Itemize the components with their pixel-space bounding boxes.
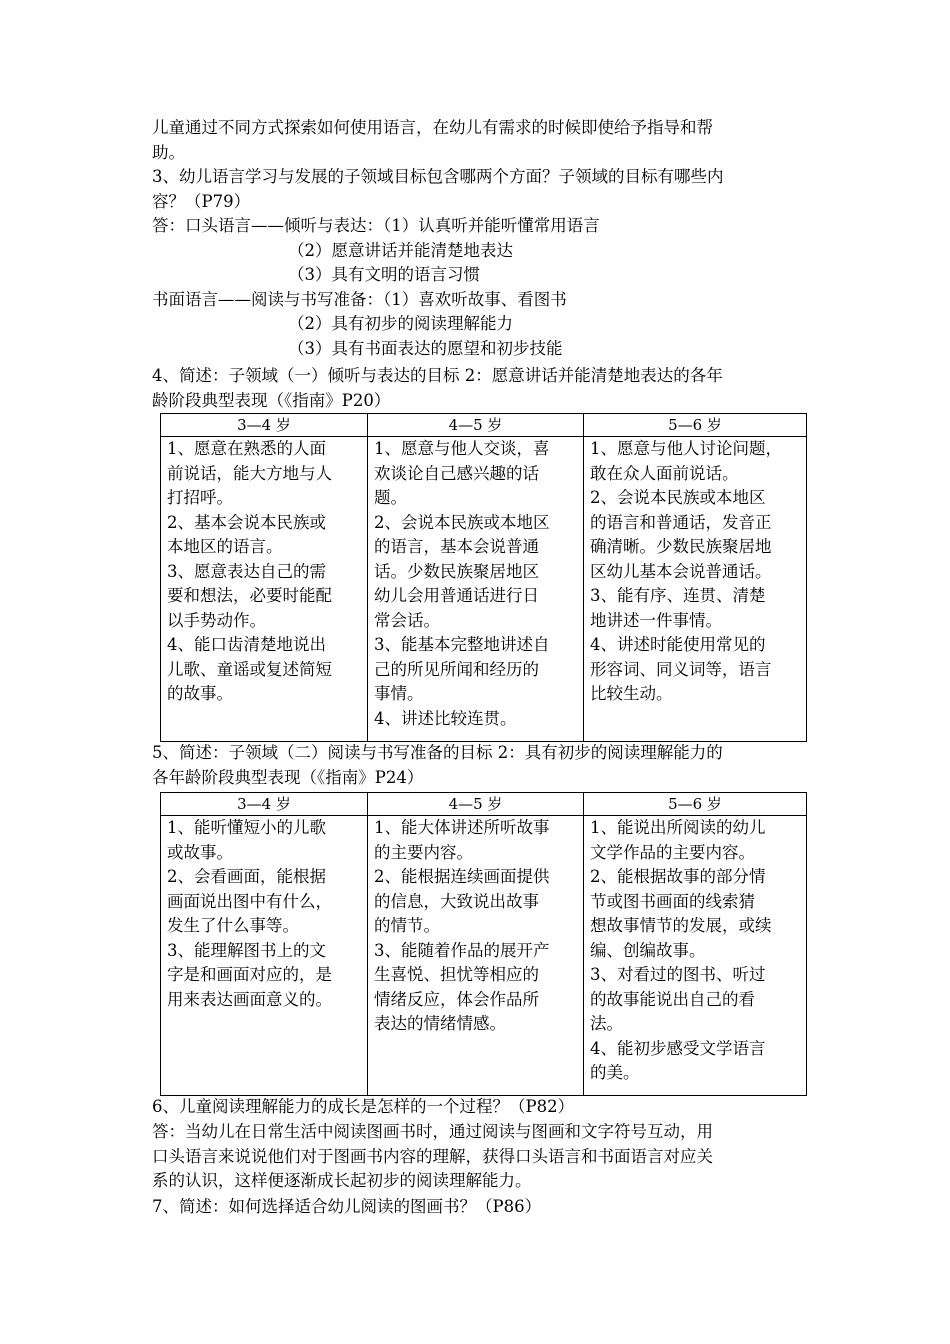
cell-line: 文学作品的主要内容。 [590,842,755,862]
cell-line: 2、基本会说本民族或 [167,512,326,532]
cell-line: 欢谈论自己感兴趣的话 [374,463,539,483]
cell-line: 打招呼。 [167,488,233,507]
cell-line: 本地区的语言。 [167,537,283,556]
cell-line: 要和想法，必要时能配 [167,586,332,605]
cell-line: 情绪反应，体会作品所 [374,989,539,1009]
cell-line: 1、愿意与他人交谈，喜 [374,439,550,458]
text-line: 6、儿童阅读理解能力的成长是怎样的一个过程？（P82） [152,1097,575,1116]
cell-line: 3、能随着作品的展开产 [374,940,550,960]
text-line: 口头语言来说说他们对于图画书内容的理解，获得口头语言和书面语言对应关 [152,1146,713,1166]
cell-line: 编、创编故事。 [590,940,706,960]
cell-line: 题。 [374,488,407,507]
cell-line: 幼儿会用普通话进行日 [374,586,539,605]
text-line: 4、简述：子领域（一）倾听与表达的目标 2：愿意讲话并能清楚地表达的各年 [152,366,723,385]
table-cell-age-3-4 [161,437,368,742]
cell-line: 前说话，能大方地与人 [167,463,332,483]
cell-line: 2、会说本民族或本地区 [590,488,766,507]
cell-line: 话。少数民族聚居地区 [374,561,539,581]
cell-line: 4、能口齿清楚地说出 [167,635,326,654]
cell-line: 2、会看画面，能根据 [167,867,326,886]
cell-line: 1、愿意与他人讨论问题， [590,439,782,458]
table-cell-age-4-5 [368,437,584,742]
cell-line: 生喜悦、担忧等相应的 [374,965,539,984]
cell-line: 常会话。 [374,610,440,630]
cell-line: 1、能说出所阅读的幼儿 [590,818,766,837]
cell-line: 1、愿意在熟悉的人面 [167,439,326,458]
cell-line: 2、能根据连续画面提供 [374,867,550,886]
table-header-cell: 5—6 岁 [584,793,807,816]
table-header-row [161,414,807,437]
text-line: 龄阶段典型表现（《指南》P20） [152,390,391,410]
cell-line: 的主要内容。 [374,842,473,862]
cell-line: 2、会说本民族或本地区 [374,512,550,532]
table-header-cell: 5—6 岁 [584,414,807,437]
cell-line: 区幼儿基本会说普通话。 [590,561,772,581]
question-4 [152,364,812,413]
text-line: 儿童通过不同方式探索如何使用语言，在幼儿有需求的时候即使给予指导和帮 [152,118,713,137]
cell-line: 地讲述一件事情。 [590,610,722,630]
answer-6 [152,1120,812,1194]
cell-line: 以手势动作。 [167,610,266,630]
cell-line: 的美。 [590,1063,640,1082]
cell-line: 4、能初步感受文学语言 [590,1038,766,1058]
cell-line: 的语言和普通话，发音正 [590,512,772,532]
text-line: （3）具有书面表达的愿望和初步技能 [288,338,563,358]
cell-line: 2、能根据故事的部分情 [590,867,766,886]
table-reading-comprehension [160,792,807,1096]
question-6 [152,1095,812,1120]
text-line: （2）愿意讲话并能清楚地表达 [288,240,513,260]
table-header-cell: 3—4 岁 [161,414,368,437]
table-row [161,816,807,1096]
answer-3 [152,214,812,361]
text-line: 容？（P79） [152,191,251,211]
text-line: 系的认识，这样便逐渐成长起初步的阅读理解能力。 [152,1171,532,1190]
cell-line: 的故事。 [167,684,233,703]
text-line: 答：口头语言——倾听与表达：（1）认真听并能听懂常用语言 [152,216,600,235]
table-cell-age-4-5 [368,816,584,1096]
cell-line: 4、讲述时能使用常见的 [590,635,766,654]
cell-line: 3、能有序、连贯、清楚 [590,586,766,605]
table-header-cell: 4—5 岁 [368,793,584,816]
table-header-row [161,793,807,816]
cell-line: 4、讲述比较连贯。 [374,708,517,728]
table-cell-age-3-4 [161,816,368,1096]
table-header-cell: 4—5 岁 [368,414,584,437]
cell-line: 确清晰。少数民族聚居地 [590,537,772,556]
cell-line: 或故事。 [167,842,233,862]
cell-line: 3、能理解图书上的文 [167,940,326,960]
cell-line: 法。 [590,1014,623,1033]
text-line: 答：当幼儿在日常生活中阅读图画书时，通过阅读与图画和文字符号互动，用 [152,1122,713,1141]
table-row [161,437,807,742]
cell-line: 3、能基本完整地讲述自 [374,635,550,654]
cell-line: 的语言，基本会说普通 [374,537,539,556]
cell-line: 比较生动。 [590,684,673,703]
cell-line: 的信息，大致说出故事 [374,891,539,911]
question-5 [152,741,812,790]
table-cell-age-5-6 [584,437,807,742]
question-3 [152,165,812,214]
cell-line: 用来表达画面意义的。 [167,989,332,1009]
text-line: 助。 [152,142,185,162]
text-line: 3、幼儿语言学习与发展的子领域目标包含哪两个方面？子领域的目标有哪些内 [152,167,724,186]
cell-line: 敢在众人面前说话。 [590,463,739,483]
cell-line: 字是和画面对应的，是 [167,965,332,984]
table-cell-age-5-6 [584,816,807,1096]
question-7 [152,1195,812,1220]
cell-line: 节或图书画面的线索猜 [590,891,755,911]
text-line: 各年龄阶段典型表现（《指南》P24） [152,767,424,787]
paragraph-intro [152,116,812,165]
cell-line: 表达的情绪情感。 [374,1014,506,1033]
text-line: （3）具有文明的语言习惯 [288,265,480,284]
cell-line: 事情。 [374,684,424,703]
text-line: 7、简述：如何选择适合幼儿阅读的图画书？（P86） [152,1197,542,1216]
text-line: 5、简述：子领域（二）阅读与书写准备的目标 2：具有初步的阅读理解能力的 [152,743,723,762]
cell-line: 的故事能说出自己的看 [590,989,755,1009]
table-speaking-expression [160,413,807,742]
cell-line: 3、愿意表达自己的需 [167,561,326,581]
cell-line: 1、能听懂短小的儿歌 [167,818,326,837]
cell-line: 1、能大体讲述所听故事 [374,818,550,837]
cell-line: 的情节。 [374,916,440,935]
cell-line: 儿歌、童谣或复述简短 [167,659,332,679]
cell-line: 己的所见所闻和经历的 [374,659,539,679]
cell-line: 画面说出图中有什么， [167,891,332,911]
cell-line: 发生了什么事等。 [167,916,299,935]
table-header-cell: 3—4 岁 [161,793,368,816]
cell-line: 3、对看过的图书、听过 [590,965,766,984]
cell-line: 形容词、同义词等，语言 [590,659,772,679]
text-line: 书面语言——阅读与书写准备：（1）喜欢听故事、看图书 [152,289,567,309]
cell-line: 想故事情节的发展，或续 [590,916,772,935]
text-line: （2）具有初步的阅读理解能力 [288,314,513,333]
